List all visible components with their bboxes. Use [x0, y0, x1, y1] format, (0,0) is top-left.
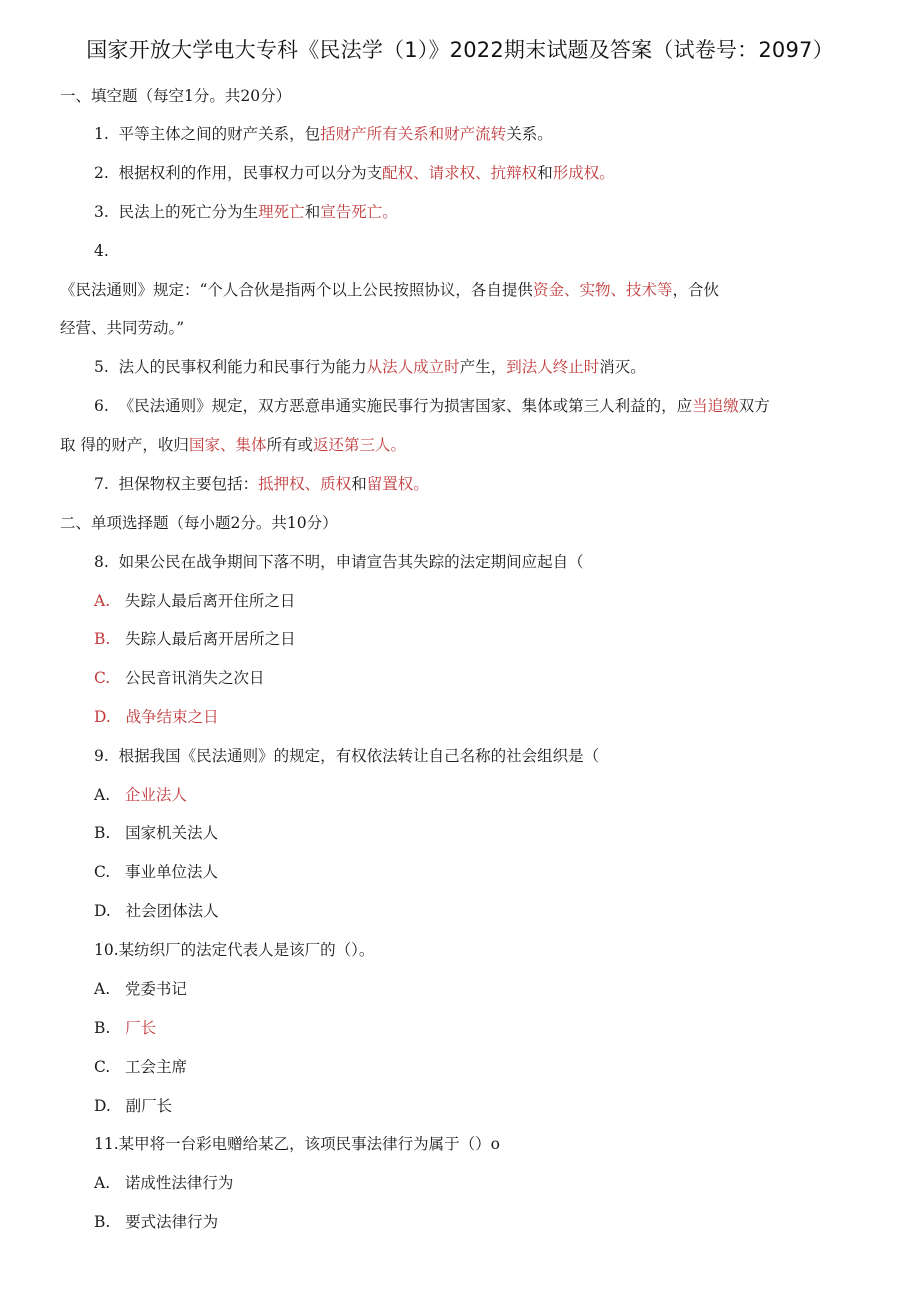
question-number: 10. [94, 941, 119, 959]
question-text: 双方 [738, 397, 770, 415]
option-text: 党委书记 [124, 980, 187, 998]
option-label: D. [94, 1097, 111, 1115]
question-text: 民法上的死亡分为生 [118, 203, 259, 221]
question-text: 和 [351, 475, 367, 493]
question-6 [94, 395, 770, 417]
question-text: 平等主体之间的财产关系，包 [118, 125, 321, 143]
option-b [94, 822, 218, 844]
option-label: B. [94, 824, 111, 842]
option-c [94, 667, 265, 689]
answer-text: 当追缴 [692, 397, 739, 415]
question-number: 11. [94, 1135, 119, 1153]
option-label: D. [94, 708, 111, 726]
question-4-continued: 经营、共同劳动。” [60, 319, 185, 337]
answer-text: 宣告死亡。 [320, 203, 398, 221]
question-text: 产生， [459, 358, 507, 376]
option-text: 失踪人最后离开住所之日 [124, 592, 296, 610]
option-text: 副厂长 [125, 1097, 173, 1115]
question-text: 如果公民在战争期间下落不明，申请宣告其失踪的法定期间应起自（ [118, 553, 584, 571]
option-text: 工会主席 [125, 1058, 188, 1076]
option-a [94, 1172, 233, 1194]
option-a [94, 784, 187, 806]
option-text: 社会团体法人 [125, 902, 219, 920]
question-9 [94, 745, 599, 767]
answer-text: 配权、请求权、抗辩权 [382, 164, 538, 182]
question-2 [94, 162, 615, 184]
question-text: 《民法通则》规定：“个人合伙是指两个以上公民按照协议，各自提供 [60, 281, 533, 299]
question-7 [94, 473, 429, 495]
option-label: B. [94, 1019, 111, 1037]
option-label: C. [94, 1058, 111, 1076]
option-label: A. [94, 786, 111, 804]
question-number: 2. [94, 164, 109, 182]
question-text: 和 [304, 203, 321, 221]
question-text: 根据权利的作用，民事权力可以分为支 [118, 164, 383, 182]
option-label: D. [94, 902, 111, 920]
option-label: C. [94, 669, 111, 687]
question-text: 某甲将一台彩电赠给某乙，该项民事法律行为属于（）o [118, 1135, 500, 1153]
option-d [94, 1095, 172, 1117]
option-a [94, 590, 295, 612]
answer-text: 从法人成立时 [366, 358, 460, 376]
question-6-continued [60, 434, 406, 456]
option-c [94, 1056, 187, 1078]
question-number: 8. [94, 553, 109, 571]
question-text: 和 [537, 164, 553, 182]
answer-text: 国家、集体 [188, 436, 267, 454]
question-number: 1. [94, 125, 109, 143]
option-text: 战争结束之日 [125, 708, 219, 726]
option-c [94, 861, 218, 883]
option-label: A. [94, 1174, 111, 1192]
option-a [94, 978, 187, 1000]
option-text: 失踪人最后离开居所之日 [125, 630, 296, 648]
option-text: 国家机关法人 [125, 824, 219, 842]
question-number: 3. [94, 203, 109, 221]
question-text: 担保物权主要包括： [118, 475, 259, 493]
answer-text: 到法人终止时 [506, 358, 600, 376]
option-d [94, 900, 219, 922]
question-11 [94, 1133, 500, 1155]
option-label: B. [94, 1213, 111, 1231]
question-text: 法人的民事权利能力和民事行为能力 [118, 358, 367, 376]
answer-text: 理死亡 [258, 203, 305, 221]
answer-text: 资金、实物、技术等 [532, 281, 673, 299]
question-number: 5. [94, 358, 109, 376]
option-label: B. [94, 630, 111, 648]
question-text: 关系。 [506, 125, 553, 143]
answer-text: 返还第三人。 [312, 436, 406, 454]
answer-text: 括财产所有关系和财产流转 [320, 125, 507, 143]
document-title: 国家开放大学电大专科《民法学（1）》2022期末试题及答案（试卷号：2097） [86, 38, 834, 62]
question-4 [60, 279, 719, 301]
question-8 [94, 551, 584, 573]
answer-text: 抵押权、质权 [258, 475, 352, 493]
option-text: 要式法律行为 [125, 1213, 219, 1231]
question-number: 6. [94, 397, 109, 415]
question-4-number: 4. [94, 242, 109, 260]
question-text: 《民法通则》规定，双方恶意串通实施民事行为损害国家、集体或第三人利益的，应 [118, 397, 693, 415]
option-label: C. [94, 863, 111, 881]
section-heading-fill-in: 一、填空题（每空1分。共20分） [60, 87, 292, 105]
option-text: 厂长 [125, 1019, 157, 1037]
question-text: 某纺织厂的法定代表人是该厂的（）。 [118, 941, 375, 959]
option-text: 公民音讯消失之次日 [125, 669, 265, 687]
option-b [94, 628, 296, 650]
option-text: 事业单位法人 [125, 863, 219, 881]
answer-text: 形成权。 [552, 164, 615, 182]
question-3 [94, 201, 398, 223]
option-b [94, 1211, 218, 1233]
option-b [94, 1017, 156, 1039]
option-d [94, 706, 219, 728]
question-10 [94, 939, 374, 961]
section-heading-single-choice: 二、单项选择题（每小题2分。共10分） [60, 514, 338, 532]
option-label: A. [94, 980, 111, 998]
option-text: 诺成性法律行为 [124, 1174, 234, 1192]
answer-text: 留置权。 [366, 475, 429, 493]
question-1 [94, 123, 553, 145]
question-text: ，合伙 [672, 281, 719, 299]
question-text: 所有或 [266, 436, 313, 454]
question-text: 根据我国《民法通则》的规定，有权依法转让自己名称的社会组织是（ [118, 747, 600, 765]
option-label: A. [94, 592, 111, 610]
question-text: 取 得的财产，收归 [60, 436, 189, 454]
question-5 [94, 356, 646, 378]
option-text: 企业法人 [124, 786, 187, 804]
question-text: 消灭。 [599, 358, 646, 376]
question-number: 9. [94, 747, 109, 765]
question-number: 7. [94, 475, 109, 493]
